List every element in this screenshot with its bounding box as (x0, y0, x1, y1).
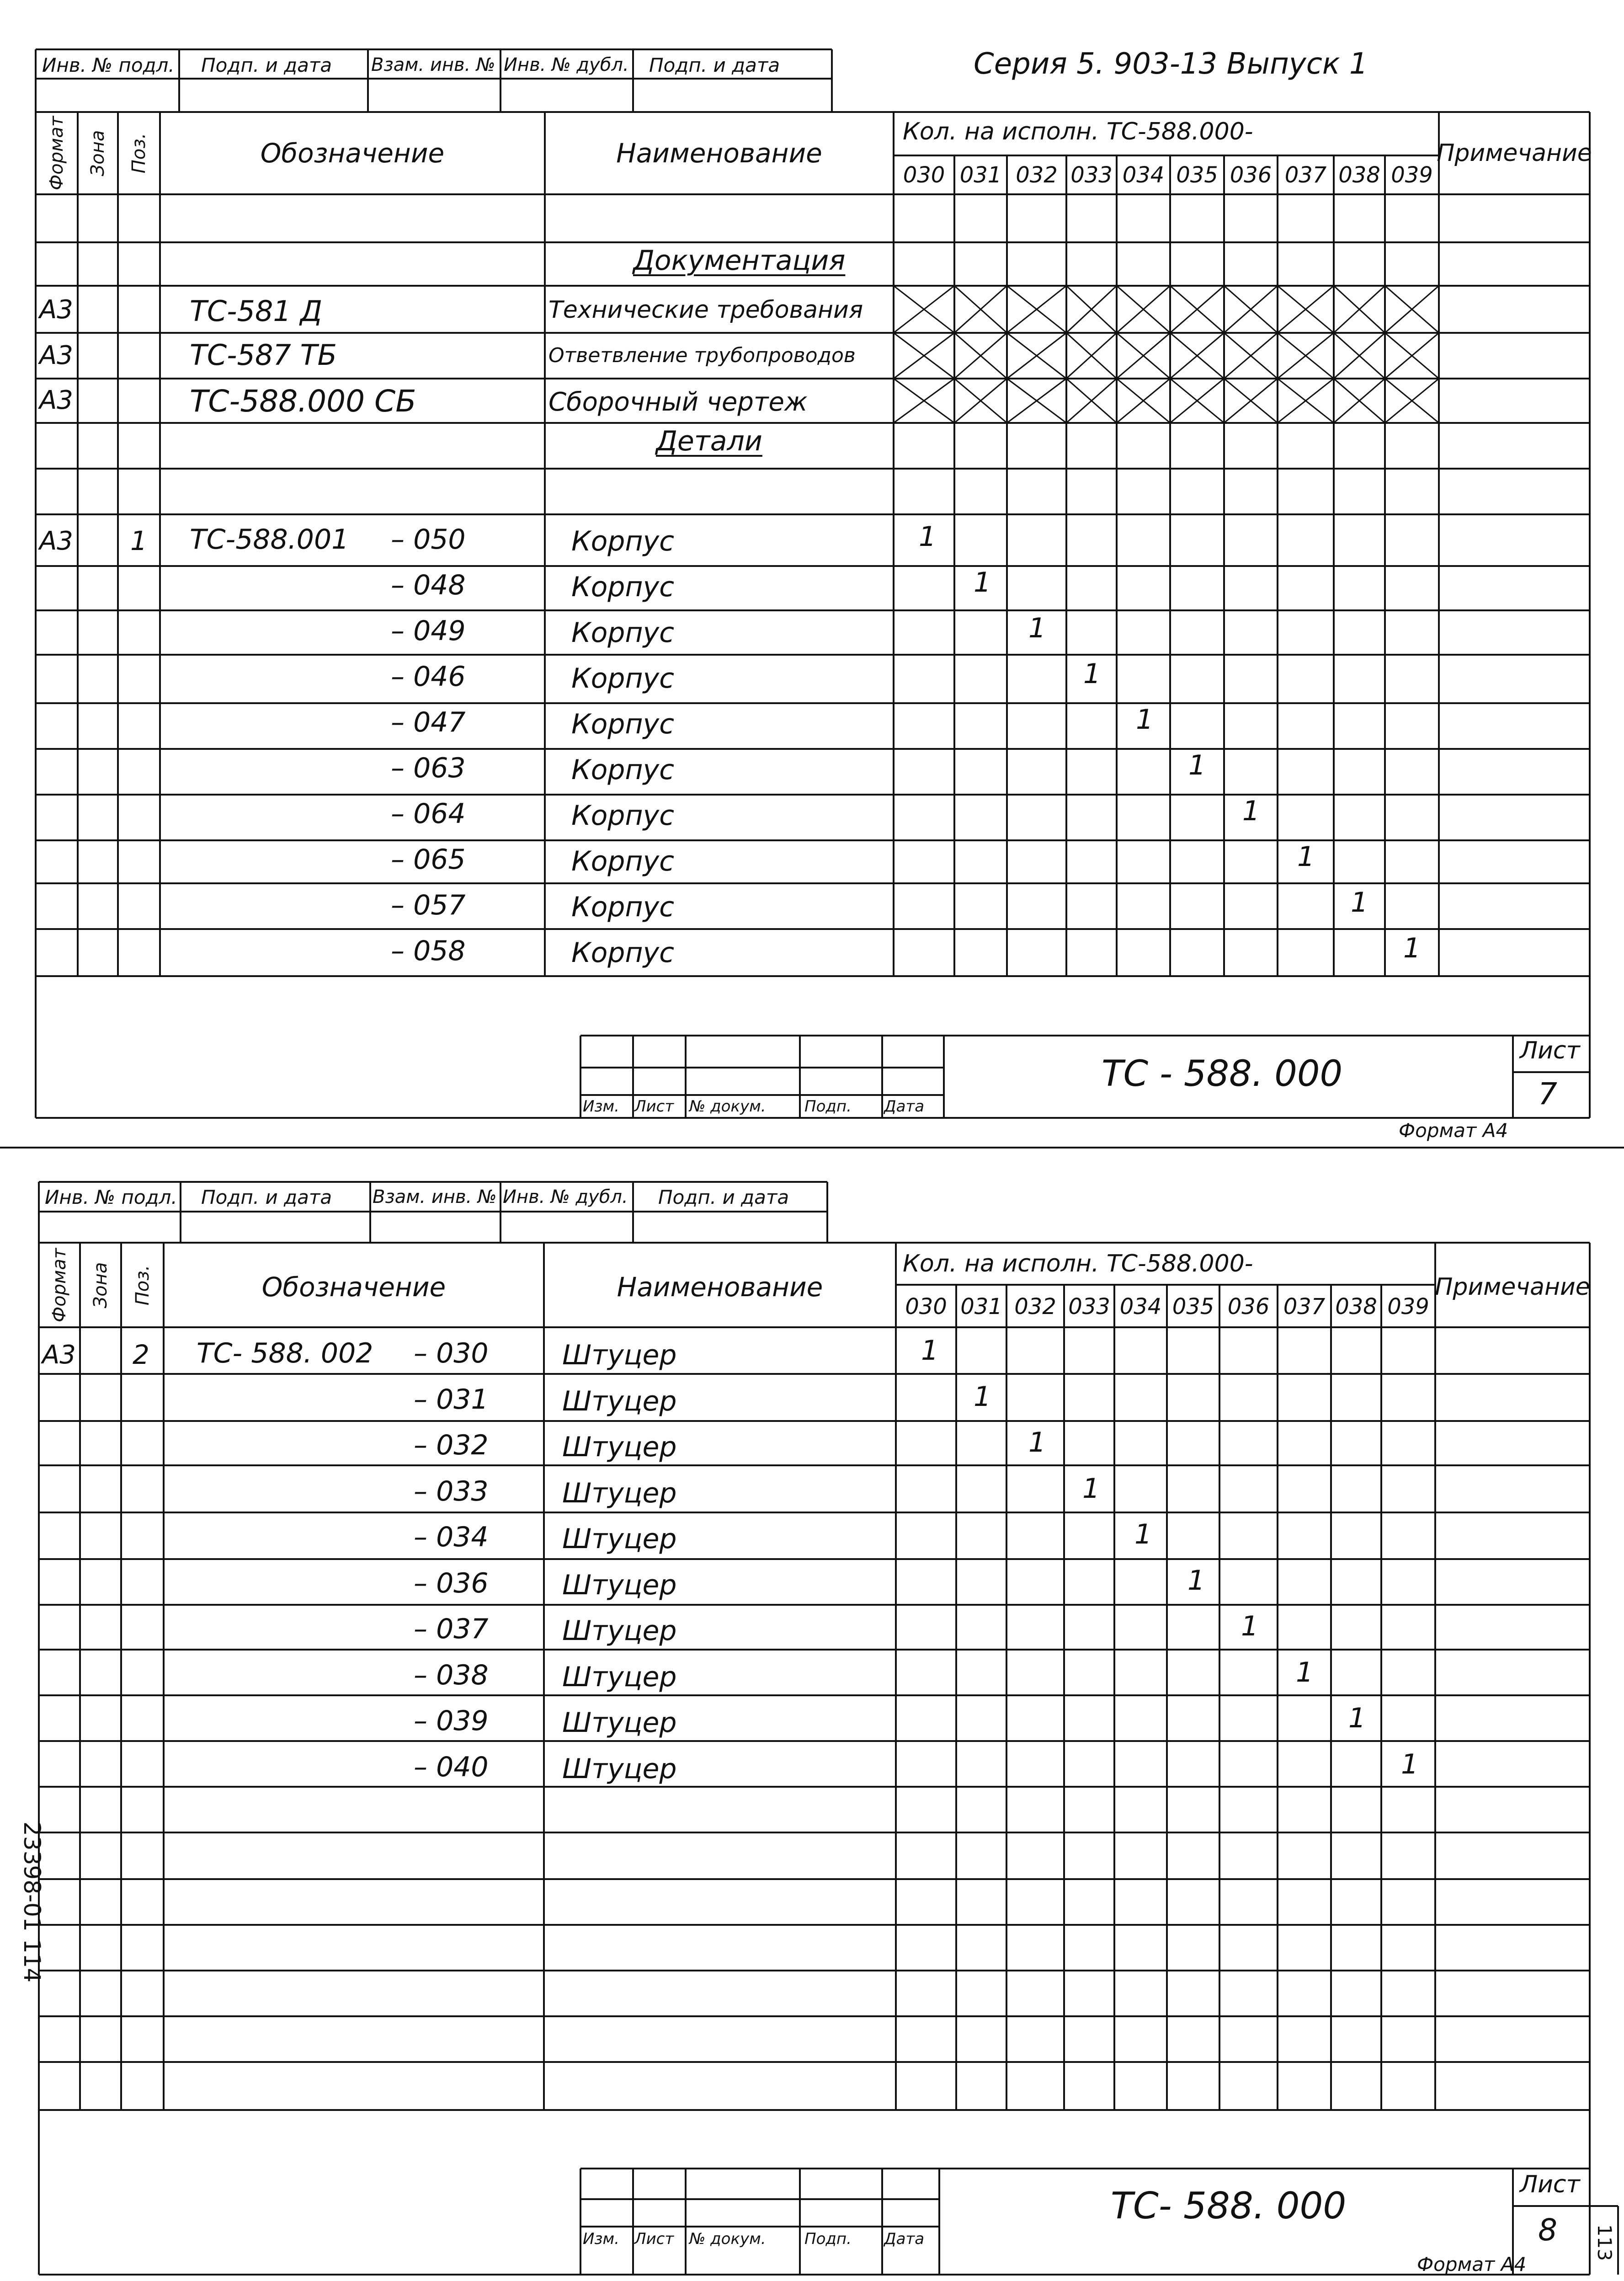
row-qty: 1 (1134, 1518, 1152, 1550)
col-name: Наименование (617, 1271, 823, 1303)
doc-row-format: А3 (39, 295, 73, 325)
row-name: Корпус (571, 845, 675, 877)
stamp-vzam-inv: Взам. инв. № (371, 54, 495, 75)
row-name: Штуцер (562, 1385, 677, 1417)
tb-label-izm: Изм. (583, 2230, 619, 2248)
row-qty: 1 (1028, 1426, 1046, 1458)
doc-row-designation: ТС-587 ТБ (190, 338, 337, 372)
row-designation-suffix: – 046 (391, 661, 466, 693)
tb-code: ТС - 588. 000 (1102, 1053, 1343, 1095)
row-designation-suffix: – 038 (414, 1659, 489, 1691)
row-designation-suffix: – 033 (414, 1475, 489, 1507)
tb-label-list: Лист (634, 2230, 674, 2248)
variant-034: 034 (1119, 1294, 1162, 1319)
row-name: Штуцер (562, 1431, 677, 1463)
row-designation-suffix: – 037 (414, 1613, 489, 1645)
row-pos: 1 (130, 525, 147, 556)
row-designation-suffix: – 034 (414, 1521, 489, 1553)
variant-038: 038 (1338, 162, 1380, 188)
doc-row-format: А3 (39, 341, 73, 370)
stamp-inv-dubl: Инв. № дубл. (504, 54, 629, 75)
row-name: Корпус (571, 525, 675, 557)
row-qty: 1 (1351, 887, 1368, 919)
row-designation-suffix: – 047 (391, 706, 466, 738)
row-qty: 1 (1187, 1564, 1205, 1597)
tb-label-doc: № докум. (689, 1097, 766, 1116)
row-qty: 1 (1241, 1610, 1259, 1642)
col-zone: Зона (90, 1262, 111, 1309)
row-name: Штуцер (562, 1339, 677, 1371)
doc-row-designation: ТС-588.000 СБ (190, 384, 416, 419)
row-name: Штуцер (562, 1752, 677, 1785)
col-format: Формат (46, 116, 67, 191)
tb-sheet-label: Лист (1520, 1037, 1580, 1064)
row-name: Штуцер (562, 1477, 677, 1509)
row-qty: 1 (1296, 1656, 1314, 1688)
tb-code: ТС- 588. 000 (1111, 2185, 1347, 2227)
tb-sheet-number: 8 (1538, 2212, 1557, 2248)
doc-row-designation: ТС-581 Д (190, 294, 323, 328)
tb-label-izm: Изм. (583, 1097, 619, 1116)
col-pos: Поз. (132, 1265, 153, 1306)
stamp-inv-dubl: Инв. № дубл. (503, 1186, 628, 1207)
variant-032: 032 (1016, 162, 1058, 188)
variant-036: 036 (1230, 162, 1272, 188)
row-name: Штуцер (562, 1661, 677, 1693)
row-name: Штуцер (562, 1523, 677, 1555)
stamp-podp-data-2: Подп. и дата (658, 1186, 789, 1208)
row-qty: 1 (921, 1335, 939, 1367)
row-format: А3 (42, 1340, 76, 1370)
col-name: Наименование (616, 138, 822, 169)
row-qty: 1 (1403, 932, 1421, 964)
row-name: Корпус (571, 662, 675, 694)
variant-030: 030 (903, 162, 945, 188)
row-qty: 1 (1188, 749, 1206, 781)
doc-row-format: А3 (39, 385, 73, 415)
row-qty: 1 (1242, 795, 1260, 827)
row-name: Корпус (571, 800, 675, 832)
variant-036: 036 (1227, 1294, 1270, 1319)
doc-row-name: Сборочный чертеж (548, 387, 808, 417)
variant-035: 035 (1172, 1294, 1214, 1319)
col-note: Примечание (1437, 139, 1592, 167)
row-qty: 1 (1401, 1748, 1419, 1780)
tb-sheet-number: 7 (1538, 1076, 1557, 1111)
stamp-vzam-inv: Взам. инв. № (373, 1186, 497, 1207)
row-name: Корпус (571, 571, 675, 603)
row-designation-suffix: – 039 (414, 1705, 489, 1737)
row-name: Штуцер (562, 1707, 677, 1739)
row-designation-suffix: – 036 (414, 1567, 489, 1599)
side-archive-code: 23398-01 114 (19, 1821, 45, 1983)
row-designation-suffix: – 057 (391, 889, 466, 921)
stamp-podp-data: Подп. и дата (201, 1186, 332, 1208)
variant-030: 030 (905, 1294, 947, 1319)
tb-label-doc: № докум. (689, 2230, 766, 2248)
tb-sheet-label: Лист (1520, 2171, 1580, 2198)
doc-row-name: Ответвление трубопроводов (548, 344, 856, 367)
tb-format: Формат А4 (1417, 2253, 1527, 2276)
stamp-podp-data-2: Подп. и дата (649, 54, 780, 76)
variant-039: 039 (1391, 162, 1433, 188)
row-designation-suffix: – 050 (391, 524, 466, 556)
series-header: Серия 5. 903-13 Выпуск 1 (974, 47, 1368, 81)
row-qty: 1 (1028, 612, 1046, 644)
stamp-inv-podl: Инв. № подл. (42, 54, 175, 76)
row-designation-suffix: – 048 (391, 569, 466, 601)
tb-label-date: Дата (884, 2230, 925, 2248)
row-qty: 1 (1297, 841, 1315, 873)
row-qty: 1 (974, 566, 991, 598)
col-note: Примечание (1435, 1273, 1590, 1301)
row-format: А3 (39, 526, 73, 556)
variant-037: 037 (1283, 1294, 1326, 1319)
tb-label-podp: Подп. (804, 1097, 852, 1116)
row-qty: 1 (1348, 1702, 1366, 1734)
row-qty: 1 (919, 521, 937, 553)
row-designation-base: ТС-588.001 (190, 524, 349, 556)
row-name: Корпус (571, 891, 675, 923)
variant-033: 033 (1068, 1294, 1110, 1319)
variant-037: 037 (1284, 162, 1327, 188)
row-name: Штуцер (562, 1569, 677, 1601)
row-designation-suffix: – 032 (414, 1429, 489, 1461)
variant-038: 038 (1335, 1294, 1377, 1319)
doc-row-name: Технические требования (548, 296, 863, 324)
row-pos: 2 (133, 1339, 149, 1370)
section-details: Детали (656, 425, 762, 457)
variant-034: 034 (1122, 162, 1165, 188)
tb-format: Формат А4 (1399, 1119, 1508, 1142)
col-qty-header: Кол. на исполн. ТС-588.000- (903, 118, 1253, 145)
col-pos: Поз. (128, 133, 149, 174)
stamp-inv-podl: Инв. № подл. (45, 1186, 177, 1208)
row-designation-suffix: – 040 (414, 1751, 489, 1783)
row-name: Штуцер (562, 1615, 677, 1647)
row-designation-suffix: – 031 (414, 1383, 489, 1416)
tb-label-date: Дата (884, 1097, 925, 1116)
variant-032: 032 (1014, 1294, 1056, 1319)
row-designation-suffix: – 058 (391, 935, 466, 967)
variant-031: 031 (959, 162, 1002, 188)
corner-page-number: 113 (1593, 2224, 1616, 2261)
tb-label-list: Лист (634, 1097, 674, 1116)
col-designation: Обозначение (261, 1271, 446, 1303)
row-qty: 1 (1136, 704, 1154, 736)
row-designation-suffix: – 030 (414, 1337, 489, 1369)
row-designation-suffix: – 049 (391, 615, 466, 647)
col-zone: Зона (87, 130, 108, 176)
row-qty: 1 (1082, 1472, 1100, 1505)
variant-035: 035 (1176, 162, 1218, 188)
stamp-podp-data: Подп. и дата (201, 54, 332, 76)
col-format: Формат (49, 1248, 70, 1323)
row-qty: 1 (1083, 658, 1101, 690)
row-name: Корпус (571, 754, 675, 786)
row-designation-suffix: – 065 (391, 844, 466, 876)
row-designation-base: ТС- 588. 002 (197, 1337, 373, 1369)
row-designation-suffix: – 064 (391, 798, 466, 830)
row-name: Корпус (571, 708, 675, 740)
row-name: Корпус (571, 617, 675, 649)
row-designation-suffix: – 063 (391, 752, 466, 784)
variant-033: 033 (1070, 162, 1113, 188)
variant-031: 031 (960, 1294, 1002, 1319)
col-designation: Обозначение (260, 138, 445, 169)
section-documentation: Документация (633, 245, 846, 277)
tb-label-podp: Подп. (804, 2230, 852, 2248)
col-qty-header: Кол. на исполн. ТС-588.000- (903, 1250, 1253, 1277)
variant-039: 039 (1387, 1294, 1429, 1319)
row-name: Корпус (571, 937, 675, 969)
row-qty: 1 (974, 1380, 991, 1413)
